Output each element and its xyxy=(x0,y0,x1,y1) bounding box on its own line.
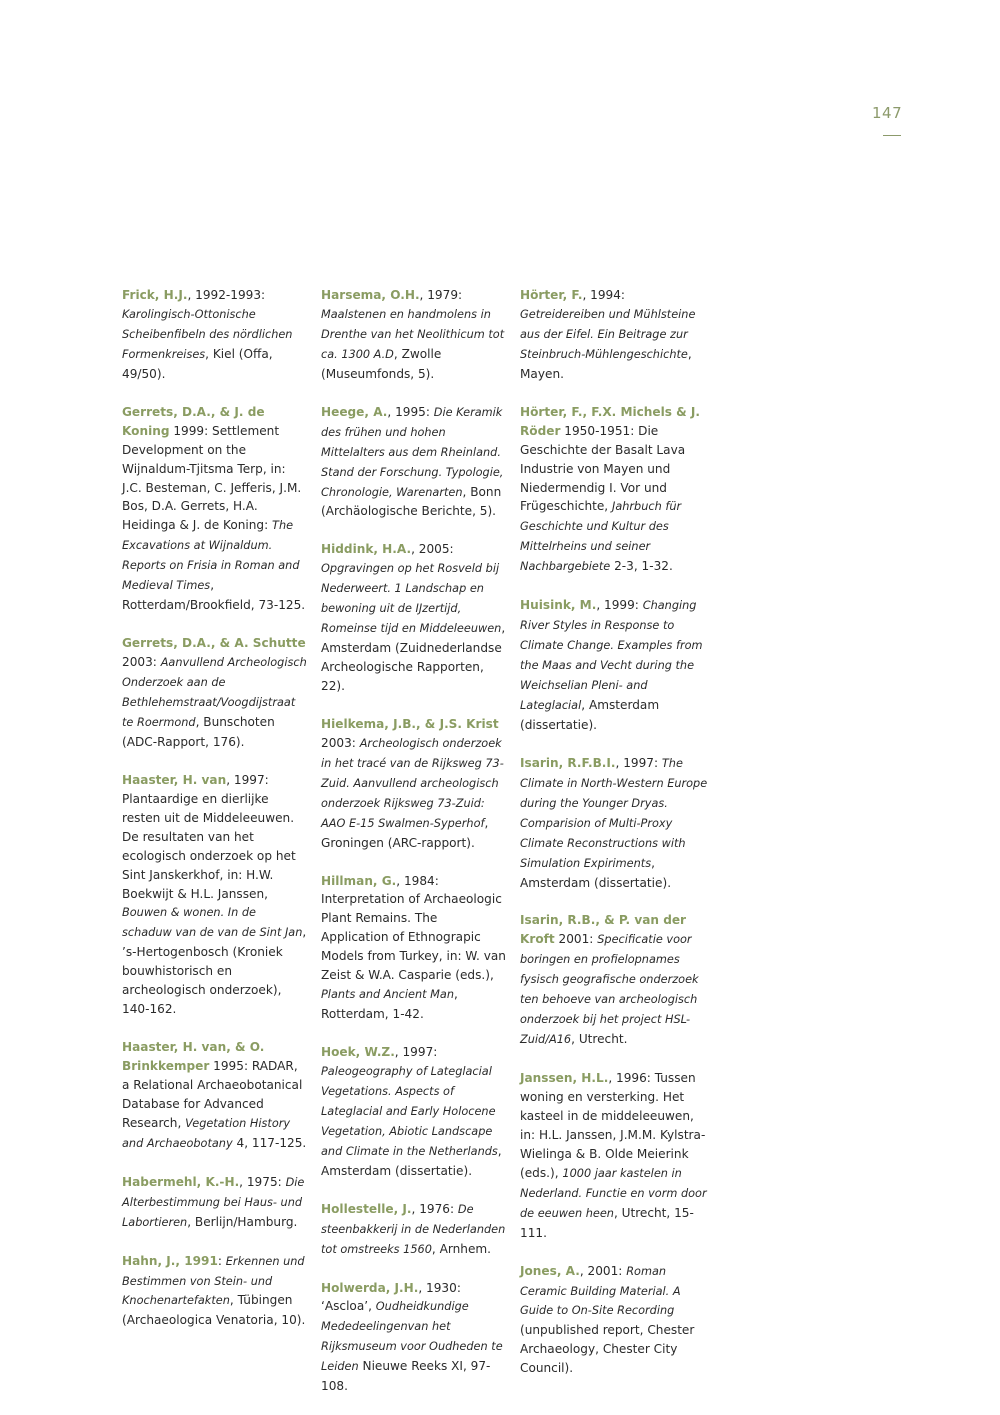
entry-title: Jahrbuch für Geschichte und Kultur des Mittelrheins und seiner Nachbargebiete xyxy=(520,500,682,574)
entry-title: De steenbakkerij in de Nederlanden tot omstreeks 1560 xyxy=(321,1202,506,1256)
entry-text: , 1997: xyxy=(615,755,662,770)
entry-author: Isarin, R.B., & P. van der Kroft xyxy=(520,913,687,947)
bibliography-entry xyxy=(321,286,507,384)
entry-text: 2001: xyxy=(554,932,598,947)
entry-title: The Climate in North-Western Europe during the Younger Dryas. Comparision of Multi-Proxy Climate Reconstructions with Simulation Expiriments xyxy=(520,756,708,870)
entry-text: , 1975: xyxy=(239,1174,286,1189)
entry-text: , Berlijn/Hamburg. xyxy=(187,1214,298,1229)
page-number: 147 xyxy=(872,104,903,122)
entry-text: 1950-1951: Die Geschichte der Basalt Lava Industrie von Mayen und Niedermendig I. Vor und Frügeschichte, xyxy=(520,423,686,514)
entry-text: 2003: xyxy=(122,655,161,670)
entry-title: 1000 jaar kastelen in Nederland. Functie en vorm door de eeuwen heen xyxy=(520,1166,707,1220)
entry-author: Huisink, M. xyxy=(520,598,597,613)
entry-author: Hoek, W.Z. xyxy=(321,1045,395,1060)
entry-text: , Rotterdam/Brookfield, 73-125. xyxy=(122,578,306,613)
entry-text: , 1997: Plantaardige en dierlijke resten uit de Middeleeuwen. De resultaten van het ecologisch onderzoek op het Sint Janskerkhof, in: H.W. Boekwijt & H.L. Janssen, xyxy=(122,772,296,901)
entry-title: Archeologisch onderzoek in het tracé van de Rijksweg 73-Zuid. Aanvullend archeologisch onderzoek Rijksweg 73-Zuid: AAO E-15 Swalmen-Syperhof xyxy=(321,736,504,830)
entry-author: Hörter, F., F.X. Michels & J. Röder xyxy=(520,404,701,438)
entry-title: Karolingisch-Ottonische Scheibenfibeln des nördlichen Formenkreises xyxy=(122,307,293,361)
entry-author: Holwerda, J.H. xyxy=(321,1280,419,1295)
entry-text: , 1930: ‘Ascloa’, xyxy=(321,1280,461,1314)
entry-title: Plants and Ancient Man xyxy=(321,988,454,1002)
bibliography-entry xyxy=(520,403,708,578)
entry-text: Nieuwe Reeks XI, 97-108. xyxy=(321,1359,491,1394)
entry-text: , 1984: Interpretation of Archaeologic Plant Remains. The Application of Ethnograpic Models from Turkey, in: W. van Zeist & W.A. Casparie (eds.), xyxy=(321,873,506,983)
entry-text: , 1979: xyxy=(419,288,463,302)
entry-text: , Utrecht. xyxy=(571,1032,628,1047)
entry-title: Changing River Styles in Response to Climate Change. Examples from the Maas and Vecht during the Weichselian Pleni- and Lateglacial xyxy=(520,599,703,712)
bibliography-entry xyxy=(520,754,708,893)
entry-text: , ’s-Hertogenbosch (Kroniek bouwhistorisch en archeologisch onderzoek), 140-162. xyxy=(122,925,307,1017)
entry-title: Bouwen & wonen. In de schaduw van de van de Sint Jan xyxy=(122,906,303,940)
entry-title: Erkennen und Bestimmen von Stein- und Knochenartefakten xyxy=(122,1254,305,1308)
entry-text: , Groningen (ARC-rapport). xyxy=(321,815,489,850)
entry-author: Haaster, H. van, & O. Brinkkemper xyxy=(122,1040,265,1074)
entry-title: Roman Ceramic Building Material. A Guide to On-Site Recording xyxy=(520,1264,681,1318)
entry-text: , Amsterdam (Zuidnederlandse Archeologische Rapporten, 22). xyxy=(321,621,506,694)
entry-text: , Bonn (Archäologische Berichte, 5). xyxy=(321,484,502,519)
entry-text: , Tübingen (Archaeologica Venatoria, 10). xyxy=(122,1293,306,1328)
entry-author: Hörter, F. xyxy=(520,288,583,302)
entry-text: , 1995: xyxy=(387,404,434,419)
entry-text: , 1992-1993: xyxy=(187,288,266,302)
entry-title: Die Alterbestimmung bei Haus- und Labortieren xyxy=(122,1175,305,1229)
entry-text: , 1994: xyxy=(582,288,625,302)
entry-text: , 1996: Tussen woning en versterking. Het kasteel in de middeleeuwen, in: H.L. Janssen, J.M.M. Kylstra-Wielinga & B. Olde Meierink (eds.), xyxy=(520,1071,706,1180)
bibliography-column-3 xyxy=(520,286,708,1397)
entry-text: (unpublished report, Chester Archaeology, Chester City Council). xyxy=(520,1323,695,1376)
bibliography-entry xyxy=(321,1200,507,1260)
entry-author: Heege, A. xyxy=(321,404,388,419)
entry-text: , 1976: xyxy=(411,1201,458,1216)
bibliography-entry xyxy=(321,1043,507,1181)
bibliography-entry xyxy=(122,634,308,752)
entry-title: Maalstenen en handmolens in Drenthe van het Neolithicum tot ca. 1300 A.D xyxy=(321,307,505,361)
bibliography-column-1 xyxy=(122,286,308,1349)
entry-text: , Amsterdam (dissertatie). xyxy=(520,855,672,890)
entry-author: Gerrets, D.A., & J. de Koning xyxy=(122,404,265,438)
entry-text: , Bunschoten (ADC-Rapport, 176). xyxy=(122,714,275,749)
bibliography-entry xyxy=(122,286,308,384)
entry-title: Aanvullend Archeologisch Onderzoek aan de Bethlehemstraat/Voogdijstraat te Roermond xyxy=(122,656,307,729)
entry-title: Vegetation History and Archaeobotany xyxy=(122,1116,291,1150)
entry-title: Paleogeography of Lateglacial Vegetations. Aspects of Lateglacial and Early Holocene Vegetation, Abiotic Landscape and Climate in the Netherlands xyxy=(321,1065,498,1158)
bibliography-entry xyxy=(122,1173,308,1233)
entry-text: , Arnhem. xyxy=(431,1241,492,1256)
entry-title: The Excavations at Wijnaldum. Reports on Frisia in Roman and Medieval Times xyxy=(122,519,300,593)
entry-text: , Amsterdam (dissertatie). xyxy=(520,697,660,732)
entry-text: 4, 117-125. xyxy=(232,1135,307,1150)
entry-title: Getreidereiben und Mühlsteine aus der Eifel. Ein Beitrage zur Steinbruch-Mühlengeschichte xyxy=(520,307,696,361)
bibliography-entry xyxy=(321,715,507,853)
bibliography-entry xyxy=(520,911,708,1050)
bibliography-entry xyxy=(122,1252,308,1331)
bibliography-entry xyxy=(122,771,308,1019)
entry-author: Jones, A. xyxy=(520,1263,580,1278)
bibliography-column-2 xyxy=(321,286,507,1415)
entry-title: Oudheidkundige Mededeelingenvan het Rijksmuseum voor Oudheden te Leiden xyxy=(321,1300,503,1374)
entry-author: Hiddink, H.A. xyxy=(321,542,412,557)
entry-text: , Utrecht, 15-111. xyxy=(520,1205,694,1240)
entry-text: , 1999: xyxy=(596,598,643,613)
entry-text: , 1997: xyxy=(394,1045,438,1060)
entry-author: Frick, H.J. xyxy=(122,288,188,302)
bibliography-entry xyxy=(520,1262,708,1379)
entry-author: Hielkema, J.B., & J.S. Krist xyxy=(321,716,499,731)
entry-author: Habermehl, K.-H. xyxy=(122,1174,240,1189)
entry-text: , Mayen. xyxy=(520,346,692,381)
bibliography-entry xyxy=(321,1279,507,1397)
entry-text: , Zwolle (Museumfonds, 5). xyxy=(321,346,442,381)
entry-author: Harsema, O.H. xyxy=(321,288,420,302)
entry-author: Hollestelle, J. xyxy=(321,1201,412,1216)
entry-text: 2003: xyxy=(321,735,360,750)
entry-author: Janssen, H.L. xyxy=(520,1071,609,1086)
bibliography-entry xyxy=(520,596,708,735)
bibliography-entry xyxy=(321,403,507,522)
bibliography-entry xyxy=(122,1038,308,1154)
bibliography-entry xyxy=(122,403,308,615)
entry-title: Opgravingen op het Rosveld bij Nederweert. 1 Landschap en bewoning uit de IJzertijd, Romeinse tijd en Middeleeuwen xyxy=(321,562,502,636)
entry-text: 2-3, 1-32. xyxy=(610,559,673,574)
entry-author: Haaster, H. van xyxy=(122,772,227,787)
bibliography-entry xyxy=(520,286,708,384)
entry-author: Isarin, R.F.B.I. xyxy=(520,755,616,770)
entry-author: Hillman, G. xyxy=(321,873,397,888)
entry-text: 1995: RADAR, a Relational Archaeobotanical Database for Advanced Research, xyxy=(122,1059,303,1130)
entry-title: Specificatie voor boringen en profielopnames fysisch geografische onderzoek ten behoeve van archeologisch onderzoek bij het project HSL-Zuid/A16 xyxy=(520,933,699,1047)
page-number-rule xyxy=(883,135,901,136)
bibliography-entry xyxy=(520,1069,708,1243)
entry-author: Gerrets, D.A., & A. Schutte xyxy=(122,636,306,651)
entry-title: Die Keramik des frühen und hohen Mittelalters aus dem Rheinland. Stand der Forschung. Typologie, Chronologie, Warenarten xyxy=(321,405,504,499)
entry-text: , Kiel (Offa, 49/50). xyxy=(122,346,273,381)
entry-text: , Rotterdam, 1-42. xyxy=(321,987,458,1022)
bibliography-entry xyxy=(321,540,507,696)
bibliography-entry xyxy=(321,872,507,1025)
entry-text: , 2005: xyxy=(411,542,454,557)
entry-author: Hahn, J., 1991 xyxy=(122,1253,218,1268)
entry-text: : xyxy=(217,1253,226,1268)
entry-text: , Amsterdam (dissertatie). xyxy=(321,1143,502,1178)
entry-text: 1999: Settlement Development on the Wijnaldum-Tjitsma Terp, in: J.C. Besteman, C. Jefferis, J.M. Bos, D.A. Gerrets, H.A. Heidinga & J. de Koning: xyxy=(122,423,302,533)
entry-text: , 2001: xyxy=(579,1263,627,1278)
